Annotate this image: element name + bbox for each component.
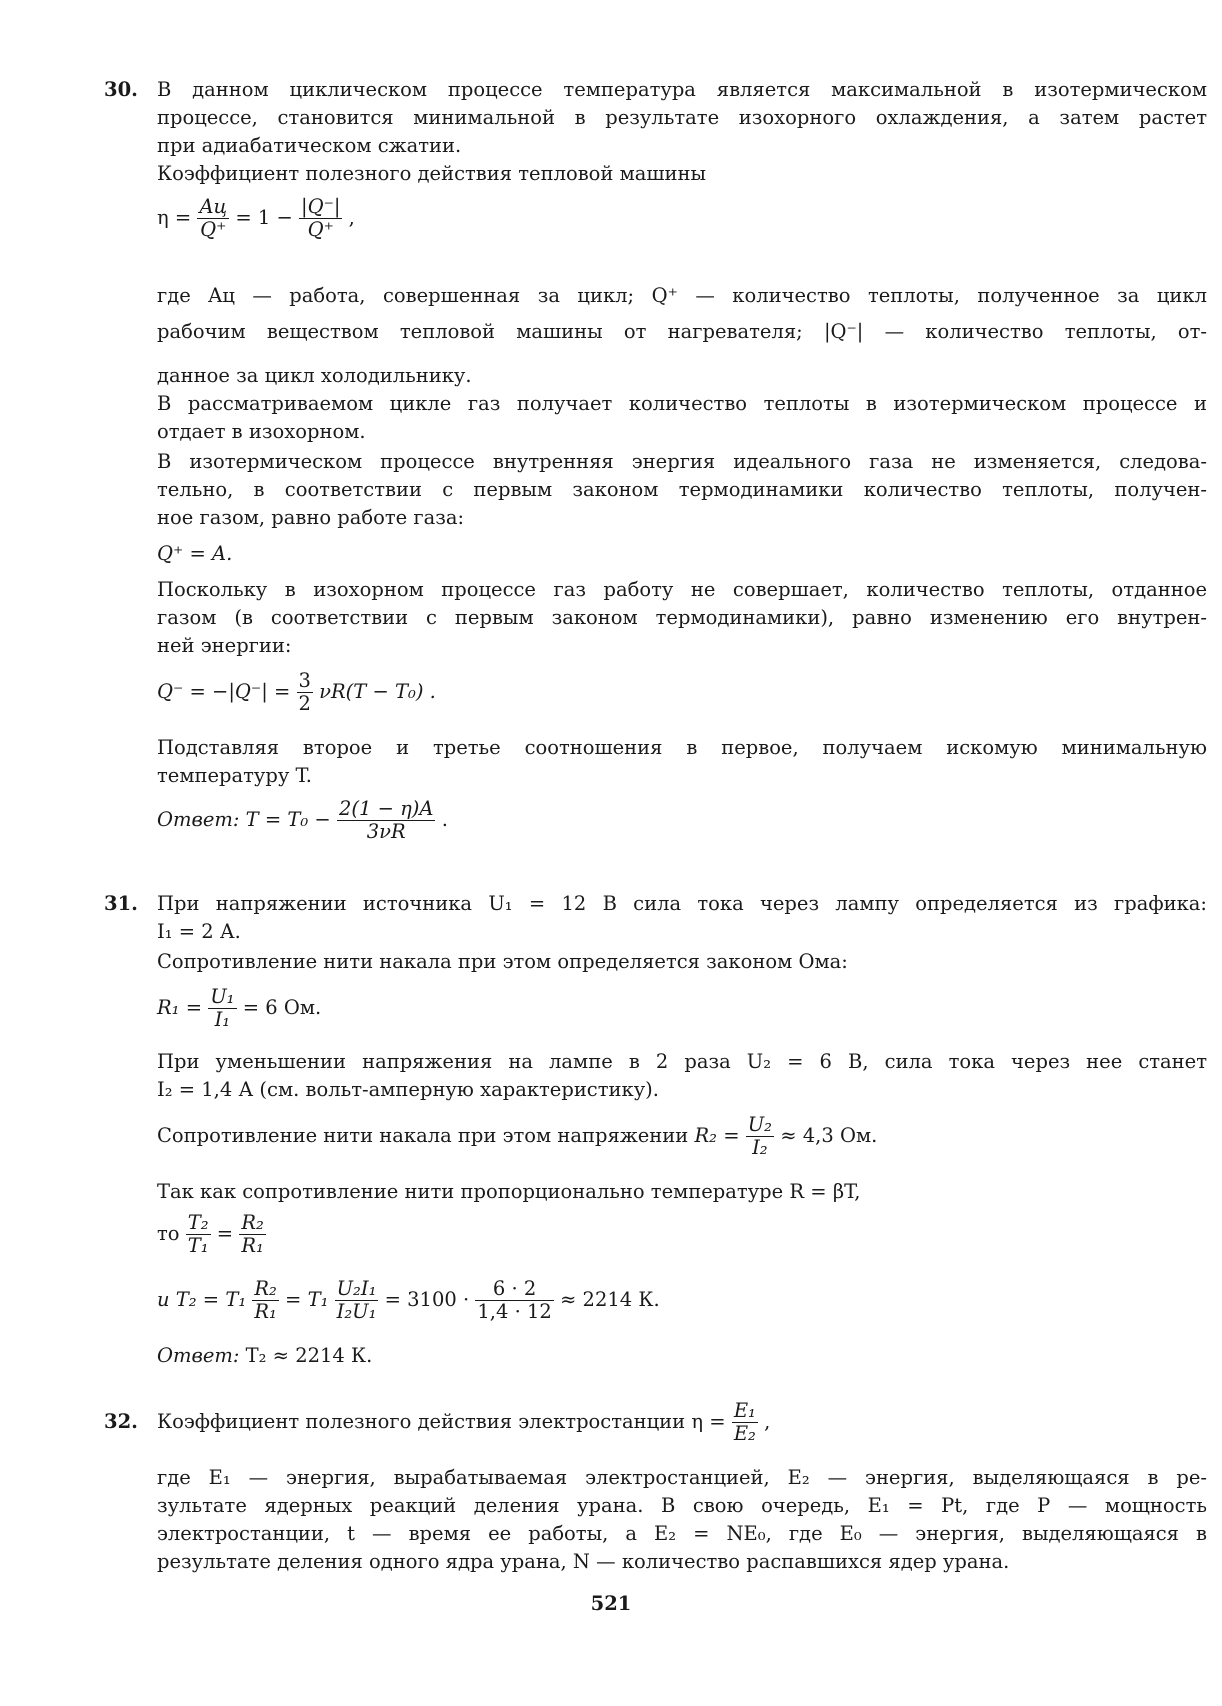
- formula-r1: R₁ = $\frac{\text{U₁}}{\text{I₁}}$ = 6 Ом.: [157, 985, 322, 1031]
- formula-t2: и T₂ = T₁ $\frac{\text{R₂}}{\text{R₁}}$ = T₁ $\frac{\text{U₂I₁}}{\text{I₂U₁}}$ = 3100 · $\frac{6 \cdot 2}{1,4 \cdot 12}$ ≈ 2214 К.: [157, 1277, 660, 1323]
- text-line: I₂ = 1,4 А (см. вольт-амперную характеристику).: [157, 1078, 659, 1101]
- text-line: тельно, в соответствии с первым законом термодинамики количество теплоты, получен-: [157, 478, 1207, 501]
- formula-q-minus: Q⁻ = −|Q⁻| = $\frac{3}{2}$ νR(T − T₀) .: [157, 669, 436, 715]
- formula-q-plus: Q⁺ = A.: [157, 542, 233, 565]
- problem-30-number: 30.: [104, 78, 138, 101]
- answer-31: Ответ: T₂ ≈ 2214 К.: [157, 1344, 373, 1367]
- text-line: При уменьшении напряжения на лампе в 2 раза U₂ = 6 В, сила тока через нее станет: [157, 1050, 1207, 1073]
- text-line: результате деления одного ядра урана, N — количество распавшихся ядер урана.: [157, 1550, 1010, 1573]
- text-line: ное газом, равно работе газа:: [157, 506, 465, 529]
- text-line: где Aц — работа, совершенная за цикл; Q⁺ — количество теплоты, полученное за цикл: [157, 284, 1207, 307]
- text-line: при адиабатическом сжатии.: [157, 134, 462, 157]
- text-line: газом (в соответствии с первым законом термодинамики), равно изменению его внутрен-: [157, 606, 1207, 629]
- answer-30: Ответ: T = T₀ − $\frac{2(1 - \eta)A}{3\nu R}$ .: [157, 797, 448, 843]
- text-line: процессе, становится минимальной в результате изохорного охлаждения, а затем растет: [157, 106, 1207, 129]
- text-line: В рассматриваемом цикле газ получает количество теплоты в изотермическом процессе и: [157, 392, 1207, 415]
- text-line: Подставляя второе и третье соотношения в первое, получаем искомую минимальную: [157, 736, 1207, 759]
- text-line: Коэффициент полезного действия тепловой машины: [157, 162, 707, 185]
- text-line: Так как сопротивление нити пропорционально температуре R = βT,: [157, 1180, 861, 1203]
- text-line: Сопротивление нити накала при этом определяется законом Ома:: [157, 950, 848, 973]
- formula-efficiency: η = Aц Q⁺ = 1 − $\frac{|Q^-|}{Q^+}$ ,: [157, 195, 355, 241]
- text-line: температуру T.: [157, 764, 312, 787]
- text-line: где E₁ — энергия, вырабатываемая электростанцией, E₂ — энергия, выделяющаяся в ре-: [157, 1466, 1207, 1489]
- page-number: 521: [590, 1592, 632, 1615]
- formula-ratio: то $\frac{\text{T₂}}{\text{T₁}}$ = $\frac{\text{R₂}}{\text{R₁}}$: [157, 1211, 264, 1257]
- text-line: данное за цикл холодильнику.: [157, 364, 472, 387]
- text-line: I₁ = 2 А.: [157, 920, 241, 943]
- text-line: ней энергии:: [157, 634, 292, 657]
- text-line: зультате ядерных реакций деления урана. В свою очередь, E₁ = Pt, где P — мощность: [157, 1494, 1207, 1517]
- text-line: электростанции, t — время ее работы, а E₂ = NE₀, где E₀ — энергия, выделяющаяся в: [157, 1522, 1207, 1545]
- text-line: отдает в изохорном.: [157, 420, 366, 443]
- problem-32-number: 32.: [104, 1410, 138, 1433]
- text-line: Поскольку в изохорном процессе газ работу не совершает, количество теплоты, отданное: [157, 578, 1207, 601]
- formula-r2: Сопротивление нити накала при этом напряжении R₂ = $\frac{\text{U₂}}{\text{I₂}}$ ≈ 4,3 Ом.: [157, 1113, 878, 1159]
- text-line: рабочим веществом тепловой машины от нагревателя; |Q⁻| — количество теплоты, от-: [157, 320, 1207, 343]
- formula-plant-efficiency: Коэффициент полезного действия электростанции η = $\frac{\text{E₁}}{\text{E₂}}$ ,: [157, 1399, 771, 1445]
- problem-31-number: 31.: [104, 892, 138, 915]
- text-line: В данном циклическом процессе температура является максимальной в изотермическом: [157, 78, 1207, 101]
- text-line: В изотермическом процессе внутренняя энергия идеального газа не изменяется, следова-: [157, 450, 1207, 473]
- text-line: При напряжении источника U₁ = 12 В сила тока через лампу определяется из графика:: [157, 892, 1207, 915]
